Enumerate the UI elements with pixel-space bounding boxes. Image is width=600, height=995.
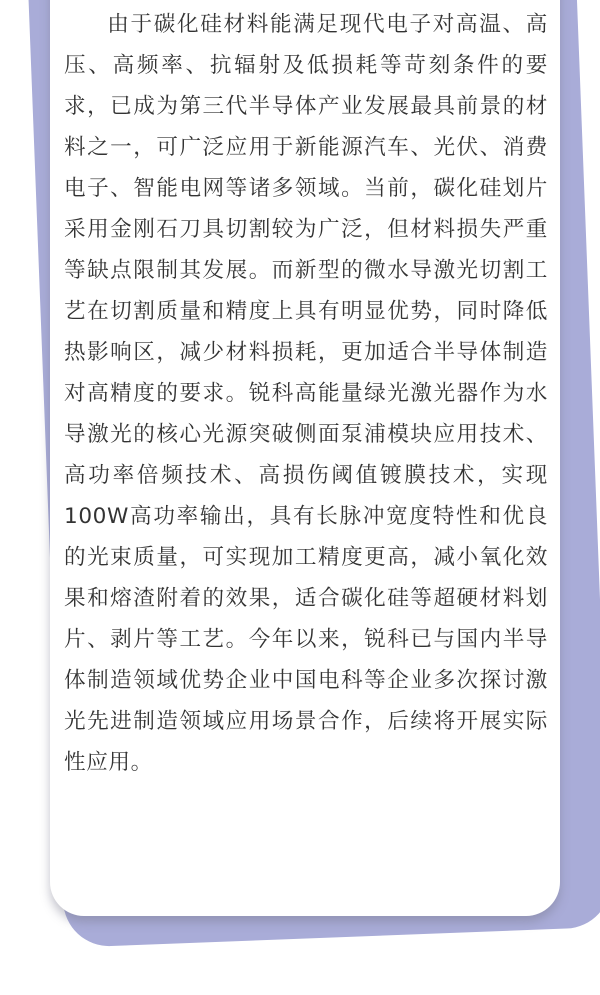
article-paragraph: 由于碳化硅材料能满足现代电子对高温、高压、高频率、抗辐射及低损耗等苛刻条件的要求，已成为第三代半导体产业发展最具前景的材料之一，可广泛应用于新能源汽车、光伏、消费电子、智能电网等诸多领域。当前，碳化硅划片采用金刚石刀具切割较为广泛，但材料损失严重等缺点限制其发展。而新型的微水导激光切割工艺在切割质量和精度上具有明显优势，同时降低热影响区，减少材料损耗，更加适合半导体制造对高精度的要求。锐科高能量绿光激光器作为水导激光的核心光源突破侧面泵浦模块应用技术、高功率倍频技术、高损伤阈值镀膜技术，实现100W高功率输出，具有长脉冲宽度特性和优良的光束质量，可实现加工精度更高，减小氧化效果和熔渣附着的效果，适合碳化硅等超硬材料划片、剥片等工艺。今年以来，锐科已与国内半导体制造领域优势企业中国电科等企业多次探讨激光先进制造领域应用场景合作，后续将开展实际性应用。 [64,12,548,775]
